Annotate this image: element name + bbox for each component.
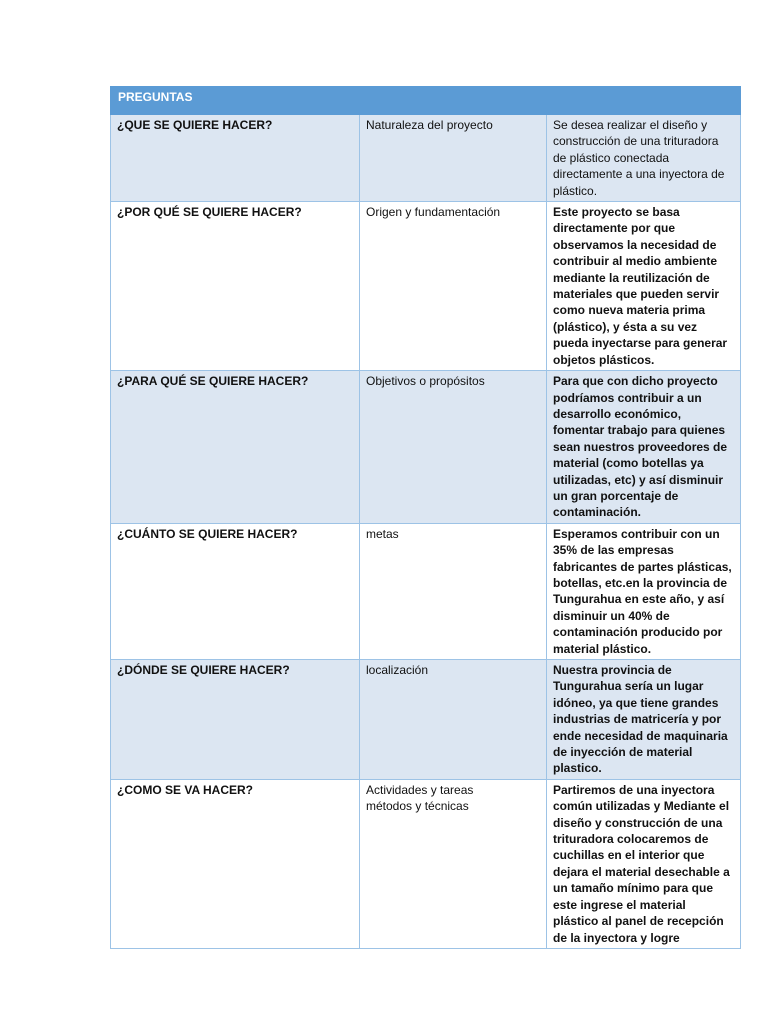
aspect-cell: Objetivos o propósitos xyxy=(360,371,547,524)
table-header: PREGUNTAS xyxy=(111,87,741,115)
table-header-row xyxy=(111,87,741,115)
answer-cell: Partiremos de una inyectora común utilizadas y Mediante el diseño y construcción de una trituradora colocaremos de cuchillas en el interior que dejara el material desechable a un tamaño mínimo para que este ingrese el material plástico al panel de recepción de la inyectora y logre xyxy=(547,779,741,948)
aspect-cell: Naturaleza del proyecto xyxy=(360,115,547,202)
answer-cell: Nuestra provincia de Tungurahua sería un lugar idóneo, ya que tiene grandes industrias de matricería y por ende necesidad de maquinaria de inyección de material plastico. xyxy=(547,660,741,780)
aspect-cell: metas xyxy=(360,523,547,659)
table-row xyxy=(111,779,741,948)
table-row xyxy=(111,115,741,202)
aspect-line: Actividades y tareas xyxy=(366,782,474,797)
aspect-cell: Origen y fundamentación xyxy=(360,202,547,371)
answer-cell: Para que con dicho proyecto podríamos contribuir a un desarrollo económico, fomentar trabajo para quienes sean nuestros proveedores de material (como botellas ya utilizadas, etc) y así disminuir un gran porcentaje de contaminación. xyxy=(547,371,741,524)
aspect-line: métodos y técnicas xyxy=(366,799,469,814)
aspect-cell xyxy=(360,779,547,948)
table-row xyxy=(111,523,741,659)
answer-cell: Se desea realizar el diseño y construcción de una trituradora de plástico conectada directamente a una inyectora de plástico. xyxy=(547,115,741,202)
question-cell: ¿COMO SE VA HACER? xyxy=(111,779,360,948)
questions-table xyxy=(110,86,741,949)
question-cell: ¿POR QUÉ SE QUIERE HACER? xyxy=(111,202,360,371)
question-cell: ¿CUÁNTO SE QUIERE HACER? xyxy=(111,523,360,659)
answer-cell: Este proyecto se basa directamente por que observamos la necesidad de contribuir al medio ambiente mediante la reutilización de materiales que pueden servir como nueva materia prima (plástico), y ésta a su vez pueda inyectarse para generar objetos plásticos. xyxy=(547,202,741,371)
answer-cell: Esperamos contribuir con un 35% de las empresas fabricantes de partes plásticas, botellas, etc.en la provincia de Tungurahua en este año, y así disminuir un 40% de contaminación producido por material plástico. xyxy=(547,523,741,659)
table-row xyxy=(111,371,741,524)
table-row xyxy=(111,660,741,780)
table-row xyxy=(111,202,741,371)
aspect-cell: localización xyxy=(360,660,547,780)
question-cell: ¿DÓNDE SE QUIERE HACER? xyxy=(111,660,360,780)
question-cell: ¿QUE SE QUIERE HACER? xyxy=(111,115,360,202)
question-cell: ¿PARA QUÉ SE QUIERE HACER? xyxy=(111,371,360,524)
